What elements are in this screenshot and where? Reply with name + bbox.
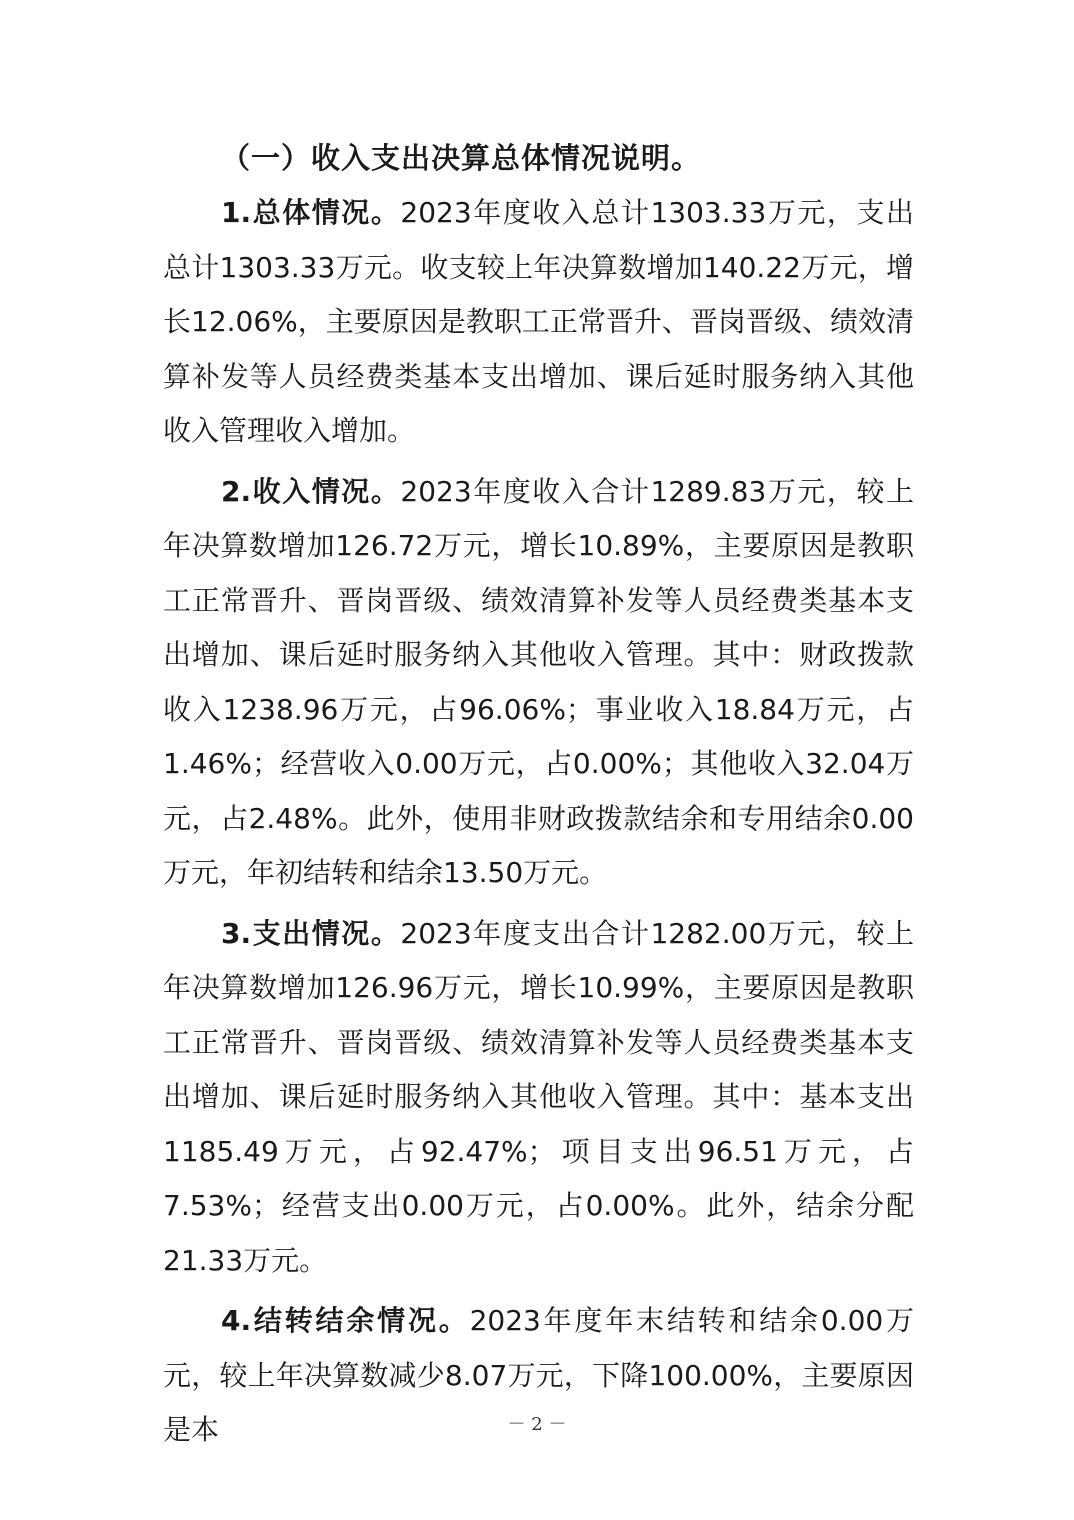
- paragraph-lead: 4.结转结余情况。: [221, 1304, 470, 1337]
- paragraph-lead: 2.收入情况。: [221, 474, 401, 508]
- paragraph-body: 2023年度收入总计1303.33万元，支出总计1303.33万元。收支较上年决算数增加140.22万元，增长12.06%，主要原因是教职工正常晋升、晋岗晋级、绩效清算补发等人员经费类基本支出增加、课后延时服务纳入其他收入管理收入增加。: [163, 196, 915, 447]
- section-heading: （一）收入支出决算总体情况说明。: [221, 141, 702, 175]
- paragraph-expenditure: [163, 907, 914, 1289]
- paragraph-income: [163, 465, 914, 901]
- paragraph-lead: 1.总体情况。: [221, 196, 401, 229]
- paragraph-body: 2023年度收入合计1289.83万元，较上年决算数增加126.72万元，增长10.89%，主要原因是教职工正常晋升、晋岗晋级、绩效清算补发等人员经费类基本支出增加、课后延时服务纳入其他收入管理。其中：财政拨款收入1238.96万元，占96.06%；事业收入18.84万元，占1.46%；经营收入0.00万元，占0.00%；其他收入32.04万元，占2.48%。此外，使用非财政拨款结余和专用结余0.00万元，年初结转和结余13.50万元。: [163, 474, 915, 889]
- paragraph-overall: [163, 186, 914, 459]
- paragraph-lead: 3.支出情况。: [221, 916, 401, 950]
- paragraph-body: 2023年度支出合计1282.00万元，较上年决算数增加126.96万元，增长10.99%，主要原因是教职工正常晋升、晋岗晋级、绩效清算补发等人员经费类基本支出增加、课后延时服务纳入其他收入管理。其中：基本支出1185.49万元，占92.47%；项目支出96.51万元，占7.53%；经营支出0.00万元，占0.00%。此外，结余分配21.33万元。: [163, 916, 915, 1277]
- paragraph-body: 2023年度年末结转和结余0.00万元，较上年决算数减少8.07万元，下降100.00%，主要原因是本: [163, 1304, 915, 1446]
- page-number: － 2 －: [507, 1414, 567, 1435]
- document-page: [163, 130, 914, 1458]
